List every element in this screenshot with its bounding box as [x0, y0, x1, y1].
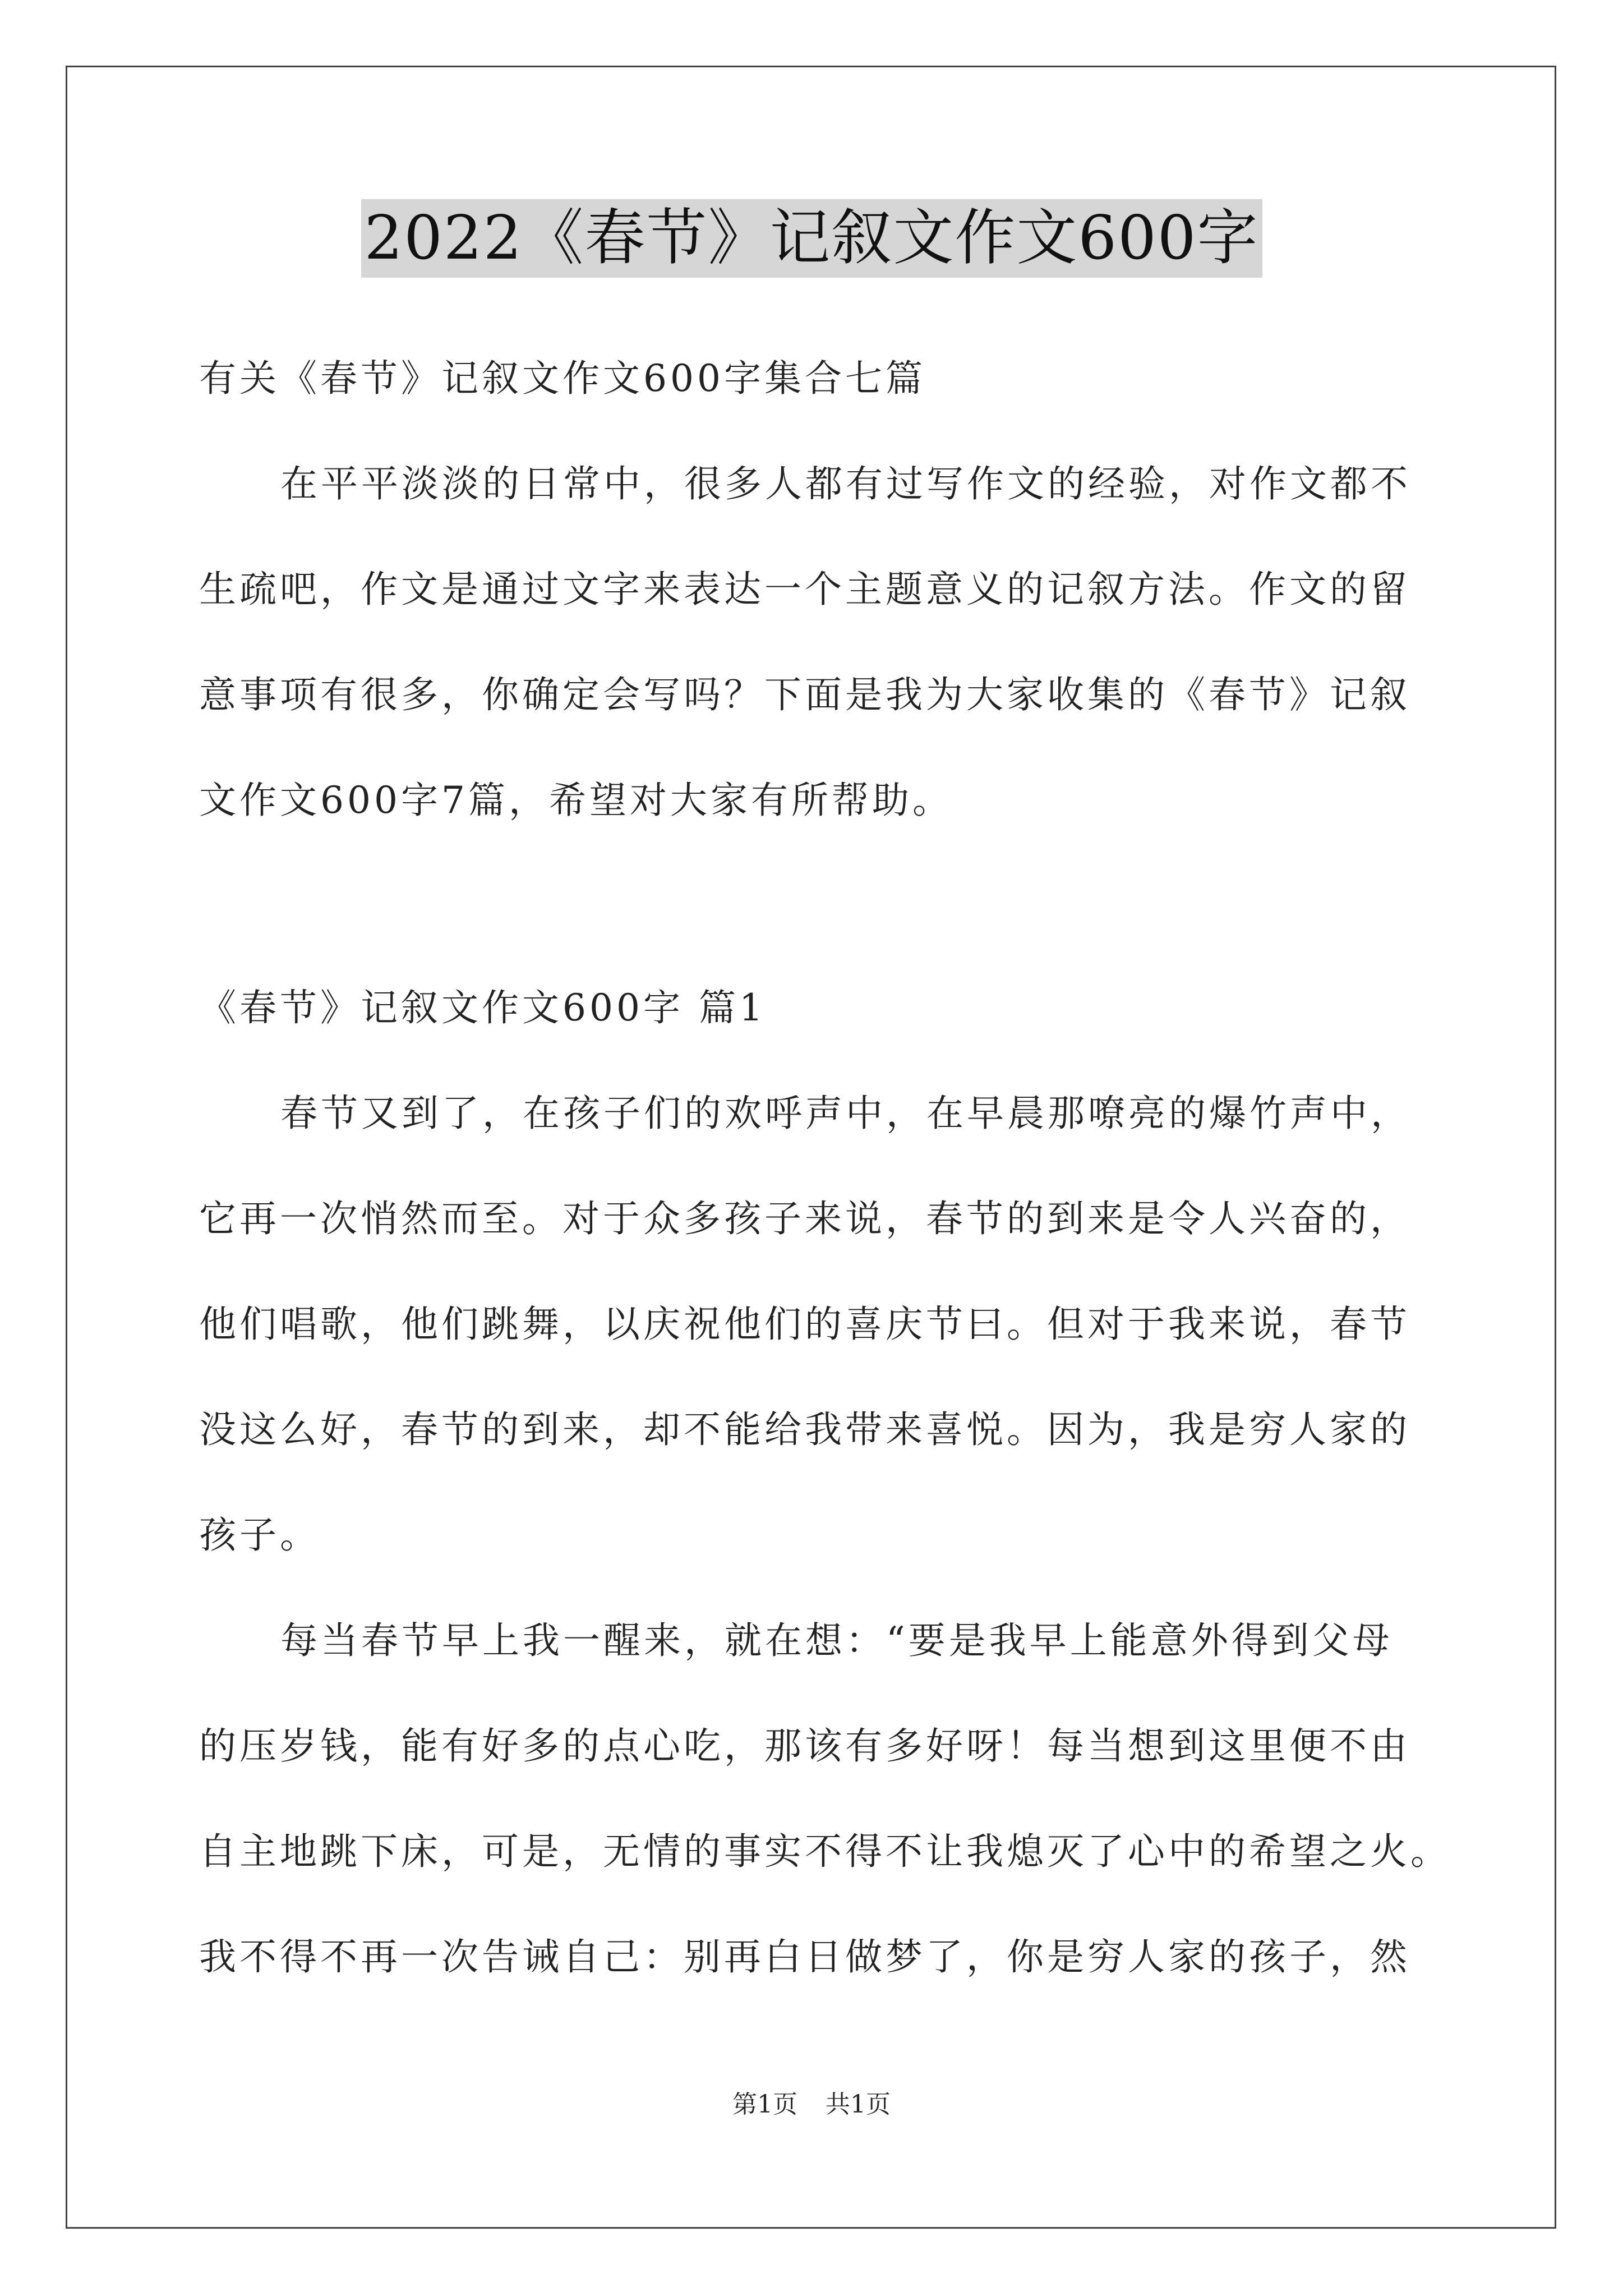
document-title: 2022《春节》记叙文作文600字 — [361, 199, 1262, 278]
paragraph-line: 它再一次悄然而至。对于众多孩子来说，春节的到来是令人兴奋的， — [199, 1197, 1410, 1240]
intro-line: 在平平淡淡的日常中，很多人都有过写作文的经验，对作文都不 — [280, 462, 1411, 505]
subtitle: 有关《春节》记叙文作文600字集合七篇 — [199, 357, 926, 400]
section-heading: 《春节》记叙文作文600字 篇1 — [199, 986, 766, 1029]
page-number: 第1页 — [732, 2090, 797, 2119]
paragraph-line: 自主地跳下床，可是，无情的事实不得不让我熄灭了心中的希望之火。 — [199, 1830, 1451, 1873]
paragraph-line: 每当春节早上我一醒来，就在想：“要是我早上能意外得到父母 — [280, 1619, 1393, 1662]
paragraph-line: 他们唱歌，他们跳舞，以庆祝他们的喜庆节曰。但对于我来说，春节 — [199, 1303, 1410, 1346]
page-total: 共1页 — [826, 2090, 891, 2119]
title-container — [0, 199, 1623, 278]
intro-line: 生疏吧，作文是通过文字来表达一个主题意义的记叙方法。作文的留 — [199, 568, 1410, 611]
paragraph-line: 孩子。 — [199, 1513, 320, 1557]
paragraph-line: 的压岁钱，能有好多的点心吃，那该有多好呀！每当想到这里便不由 — [199, 1724, 1410, 1768]
paragraph-line: 春节又到了，在孩子们的欢呼声中，在早晨那嘹亮的爆竹声中， — [280, 1092, 1411, 1135]
intro-line: 意事项有很多，你确定会写吗？下面是我为大家收集的《春节》记叙 — [199, 673, 1410, 716]
paragraph-line: 没这么好，春节的到来，却不能给我带来喜悦。因为，我是穷人家的 — [199, 1408, 1410, 1451]
intro-line: 文作文600字7篇，希望对大家有所帮助。 — [199, 779, 953, 822]
page-footer — [0, 2088, 1623, 2122]
paragraph-line: 我不得不再一次告诫自己：别再白日做梦了，你是穷人家的孩子，然 — [199, 1935, 1410, 1978]
